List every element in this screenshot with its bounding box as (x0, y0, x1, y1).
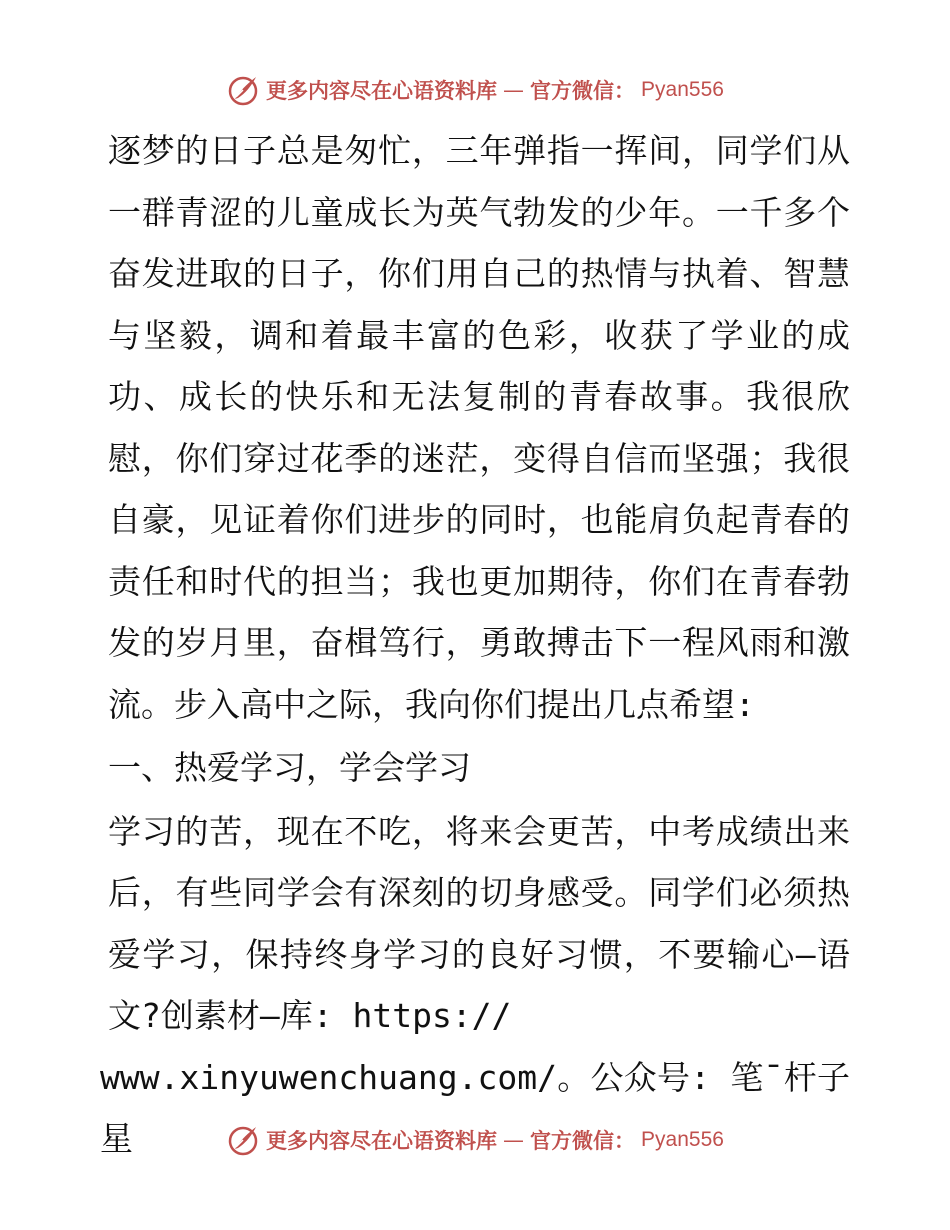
document-body (100, 120, 850, 1170)
paragraph-intro: 逐梦的日子总是匆忙，三年弹指一挥间，同学们从一群青涩的儿童成长为英气勃发的少年。一千多个奋发进取的日子，你们用自己的热情与执着、智慧与坚毅，调和着最丰富的色彩，收获了学业的成功、成长的快乐和无法复制的青春故事。我很欣慰，你们穿过花季的迷茫，变得自信而坚强；我很自豪，见证着你们进步的同时，也能肩负起青春的责任和时代的担当；我也更加期待，你们在青春勃发的岁月里，奋楫笃行，勇敢搏击下一程风雨和激流。步入高中之际，我向你们提出几点希望: (108, 131, 850, 724)
watermark-wechat-label: 官方微信： (530, 78, 636, 103)
watermark-dash: — (503, 1128, 525, 1152)
watermark-wechat-id: Pyan556 (641, 1128, 724, 1151)
section-heading: 一、热爱学习，学会学习 (108, 748, 471, 787)
quill-logo-icon (226, 73, 260, 107)
paragraph-link: www.xinyuwenchuang.com/。公众号: 笔¯杆子星 (100, 1057, 850, 1158)
watermark-text: 更多内容尽在心语资料库 (266, 78, 498, 103)
footer-watermark (0, 1120, 950, 1160)
watermark-text: 更多内容尽在心语资料库 (266, 1128, 498, 1153)
watermark-wechat-id: Pyan556 (641, 78, 724, 101)
header-watermark (0, 70, 950, 110)
paragraph-study: 学习的苦，现在不吃，将来会更苦，中考成绩出来后，有些同学会有深刻的切身感受。同学们必须热爱学习，保持终身学习的良好习惯，不要输心—语文?创素材—库: https:// (108, 811, 850, 1035)
quill-logo-icon (226, 1123, 260, 1157)
watermark-dash: — (503, 78, 525, 102)
watermark-wechat-label: 官方微信： (530, 1128, 636, 1153)
